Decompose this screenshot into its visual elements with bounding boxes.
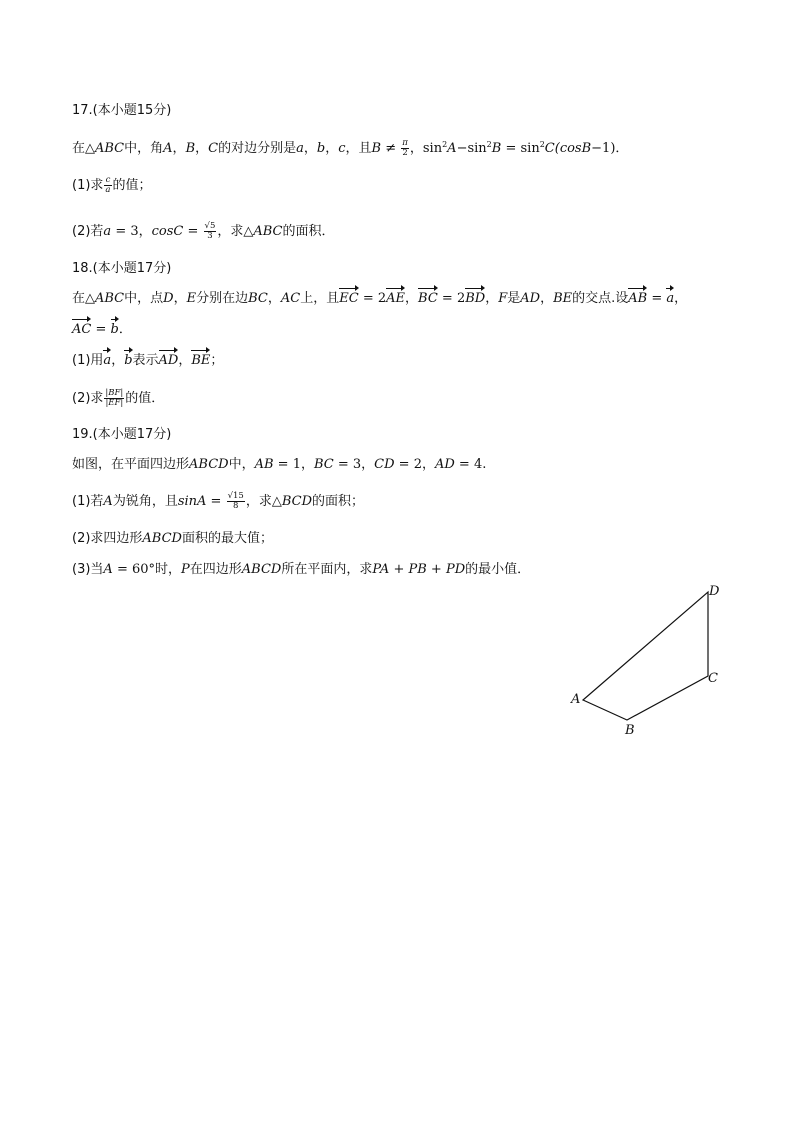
vector-ab: AB <box>628 289 647 309</box>
vertex-label-b: B <box>625 723 635 738</box>
q18-heading: 18.(本小题17分) <box>72 261 172 276</box>
quadrilateral-outline <box>583 592 708 720</box>
fraction-c-over-a: $\frac{c}{a}$ <box>105 175 111 195</box>
q18-statement-line-1: 在△ABC中，点D，E分别在边BC，AC上，且EC = 2AE，BC = 2BD，F是AD，BE的交点.设AB = a， <box>72 289 687 309</box>
q18-statement-line-2: AC = b． <box>72 320 132 340</box>
q17-part-2: (2)若a = 3，cosC = $\frac{√5}{3}$ ，求△ABC的面积． <box>72 221 335 241</box>
q19-part-1: (1)若A为锐角，且sinA = $\frac{√15}{8}$ ，求△BCD的面积； <box>72 491 365 511</box>
vertex-label-d: D <box>709 584 720 599</box>
q18-part-1: (1)用a，b表示AD，BE； <box>72 351 223 371</box>
vector-ac: AC <box>72 320 91 340</box>
quadrilateral-abcd-figure <box>560 580 740 740</box>
fraction-pi-over-2: $\frac{\pi}{2}$ <box>402 138 408 158</box>
vector-be: BE <box>191 351 210 371</box>
q19-part-2: (2)求四边形ABCD面积的最大值； <box>72 531 273 546</box>
vertex-label-a: A <box>571 692 581 707</box>
vector-a: a <box>666 289 674 309</box>
fraction-sqrt15-over-8: $\frac{√15}{8}$ <box>227 491 244 511</box>
q19-heading: 19.(本小题17分) <box>72 427 172 442</box>
q17-part-1: (1)求 $\frac{c}{a}$ 的值； <box>72 175 152 195</box>
q17-heading: 17.(本小题15分) <box>72 103 172 118</box>
vector-a: a <box>103 351 111 371</box>
vertex-label-c: C <box>708 671 718 686</box>
q17-statement: 在△ABC中，角A，B，C的对边分别是a，b，c，且B ≠ $\frac{\pi}{2}$ ，$\sin^2A-\sin^2B = \sin^2C(\cos B-1)$． <box>72 138 629 158</box>
vector-ec: EC <box>339 289 358 309</box>
vector-bd: BD <box>465 289 485 309</box>
q19-statement: 如图，在平面四边形ABCD中，AB = 1，BC = 3，CD = 2，AD = 4. <box>72 457 487 472</box>
vector-ad: AD <box>159 351 179 371</box>
vector-bc: BC <box>418 289 438 309</box>
vector-b: b <box>124 351 132 371</box>
fraction-sqrt5-over-3: $\frac{√5}{3}$ <box>204 221 216 241</box>
q18-part-2: (2)求 $\frac{|BF|}{|EF|}$ 的值． <box>72 388 165 408</box>
vector-b: b <box>111 320 119 340</box>
q19-part-3: (3)当A = 60°时，P在四边形ABCD所在平面内，求PA + PB + PD的最小值． <box>72 562 531 577</box>
vector-ae: AE <box>386 289 405 309</box>
fraction-bf-over-ef: $\frac{|BF|}{|EF|}$ <box>105 388 124 408</box>
